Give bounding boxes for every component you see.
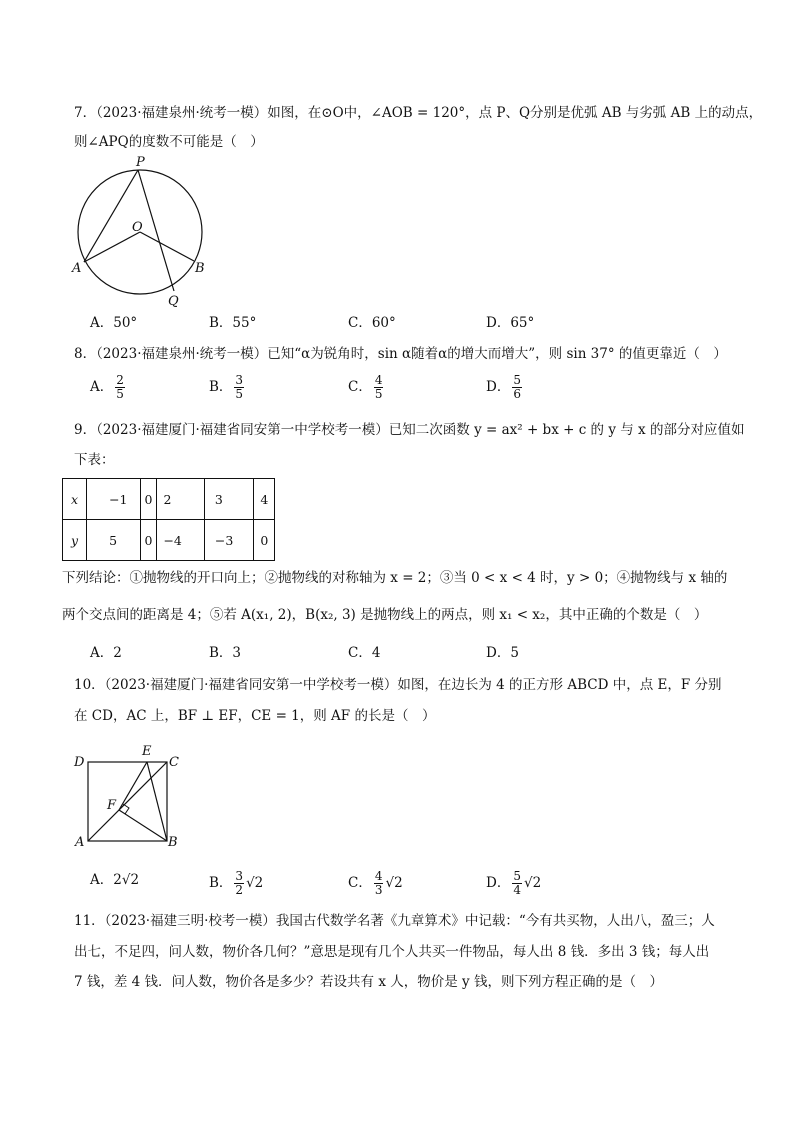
q11-stem-line3: 7 钱，差 4 钱．问人数，物价各是多少？若设共有 x 人，物价是 y 钱，则下列方程正确的是（ ） [74,974,663,990]
q8-option-b[interactable] [209,374,246,401]
table-cell: x [63,479,87,520]
fraction: $\frac{5}{4}$ [513,869,521,897]
q11-stem-line1: 11．（2023·福建三明·校考一模）我国古代数学名著《九章算术》中记载：“今有共买物，人出八，盈三；人 [74,913,715,929]
q7-stem-line1: 7．（2023·福建泉州·统考一模）如图，在⊙O中，∠AOB = 120°，点 P、Q分别是优弧 AB 与劣弧 AB 上的动点， [74,105,763,121]
label-p: P [136,155,145,170]
q7-option-d[interactable]: D．65° [486,315,535,331]
label-a: A [75,835,85,850]
q9-stem-line2: 下表： [74,452,115,468]
coefficient: 2 [113,872,122,888]
label-q: Q [168,294,179,309]
q10-stem-line1: 10．（2023·福建厦门·福建省同安第一中学校考一模）如图，在边长为 4 的正方形 ABCD 中，点 E，F 分别 [74,677,722,693]
q10-option-d[interactable] [486,870,541,897]
q8-stem: 8．（2023·福建泉州·统考一模）已知“α为锐角时，sin α随着α的增大而增大”，则 sin 37° 的值更靠近（ ） [74,346,727,362]
label-f: F [107,798,117,813]
q10-square-figure [72,740,192,850]
table-cell: −3 [204,520,253,561]
q9-option-d[interactable]: D．5 [486,645,519,661]
table-cell: y [63,520,87,561]
q9-stem-line1: 9．（2023·福建厦门·福建省同安第一中学校考一模）已知二次函数 y = ax² + bx + c 的 y 与 x 的部分对应值如 [74,422,745,438]
segment-pq [138,170,174,291]
table-cell: 3 [204,479,253,520]
q9-option-b[interactable]: B．3 [209,645,242,661]
table-cell: 4 [254,479,275,520]
label-c: C [169,755,179,770]
option-label: D． [486,379,511,395]
fraction: $\frac{4}{3}$ [374,869,383,897]
fraction: $\frac{4}{5}$ [374,373,383,401]
option-label: A． [90,379,114,395]
q10-stem-line2: 在 CD，AC 上，BF ⊥ EF，CE = 1，则 AF 的长是（ ） [74,708,436,724]
q11-stem-line2: 出七，不足四，问人数，物价各几何？”意思是现有几个人共买一件物品，每人出 8 钱．多出 3 钱；每人出 [74,944,710,960]
q9-conclusions-line1: 下列结论：①抛物线的开口向上；②抛物线的对称轴为 x = 2；③当 0 < x < 4 时，y > 0；④抛物线与 x 轴的 [62,570,728,586]
table-cell: −1 [87,479,140,520]
radical: √2 [246,875,264,891]
label-a: A [72,261,82,276]
q7-stem-line2: 则∠APQ的度数不可能是（ ） [74,134,264,150]
table-cell: 2 [157,479,204,520]
option-label: B． [209,875,233,891]
q7-option-c[interactable]: C．60° [348,315,396,331]
segment-be [147,762,167,841]
fraction: $\frac{5}{6}$ [513,373,521,401]
diagonal-ac [88,762,167,841]
option-label: C． [348,875,372,891]
radical: √2 [121,872,140,888]
q9-conclusions-line2: 两个交点间的距离是 4；⑤若 A(x₁, 2)，B(x₂, 3) 是抛物线上的两点，则 x₁ < x₂，其中正确的个数是（ ） [62,607,708,623]
option-label: C． [348,379,372,395]
q8-option-d[interactable] [486,374,524,401]
fraction: $\frac{3}{2}$ [235,869,244,897]
q10-option-a[interactable] [90,870,139,890]
radical: √2 [523,875,542,891]
q10-option-b[interactable] [209,870,263,897]
label-b: B [195,261,205,276]
option-label: A． [90,872,114,888]
option-label: B． [209,379,233,395]
q9-value-table [62,478,275,561]
q7-option-a[interactable]: A．50° [90,315,138,331]
fraction: $\frac{3}{5}$ [235,373,244,401]
table-cell: −4 [157,520,204,561]
q8-option-c[interactable] [348,374,385,401]
q10-option-c[interactable] [348,870,403,897]
table-row-x [63,479,275,520]
radical: √2 [385,875,403,891]
table-cell: 0 [140,520,157,561]
table-row-y [63,520,275,561]
label-d: D [74,755,85,770]
table-cell: 5 [87,520,140,561]
fraction: $\frac{2}{5}$ [116,373,124,401]
segment-ob [140,232,194,261]
label-e: E [142,744,152,759]
label-b: B [168,835,178,850]
q7-option-b[interactable]: B．55° [209,315,257,331]
q9-option-c[interactable]: C．4 [348,645,381,661]
option-label: D． [486,875,511,891]
q8-option-a[interactable] [90,374,127,401]
table-cell: 0 [254,520,275,561]
table-cell: 0 [140,479,157,520]
label-o: O [132,220,143,235]
q9-option-a[interactable]: A．2 [90,645,122,661]
q7-circle-figure [70,152,220,307]
